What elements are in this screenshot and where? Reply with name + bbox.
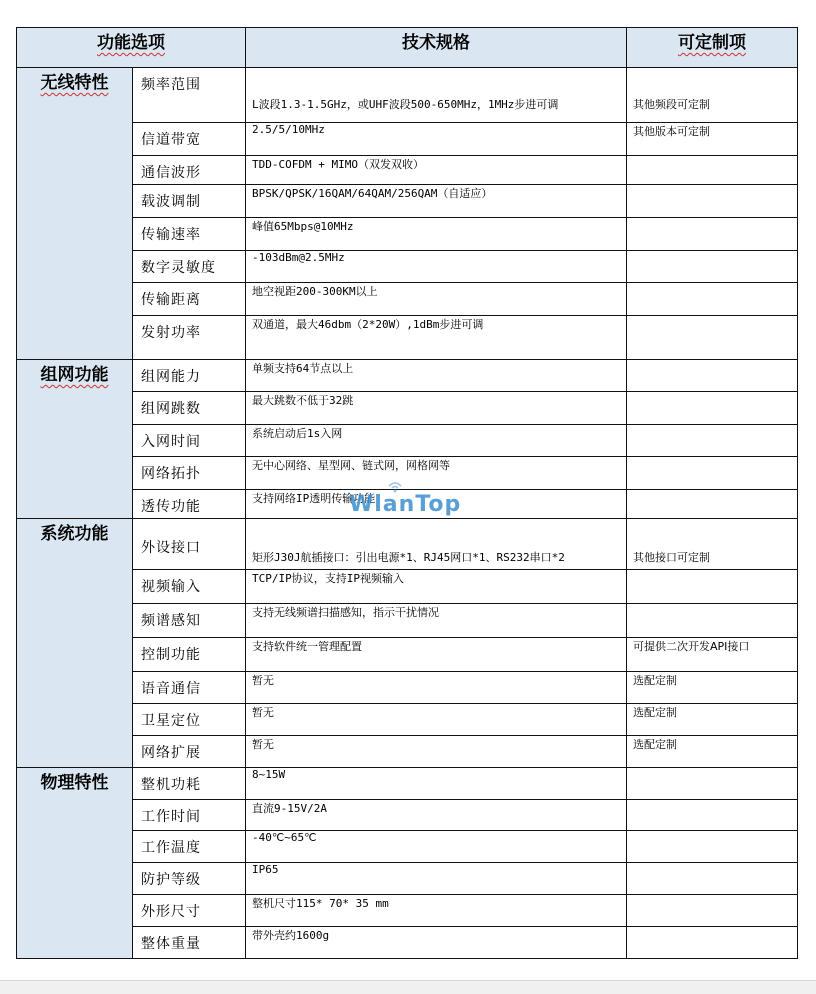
spec-cell: -40℃~65℃ bbox=[246, 831, 627, 863]
spec-cell: 2.5/5/10MHz bbox=[246, 123, 627, 156]
custom-cell: 其他接口可定制 bbox=[627, 519, 798, 570]
feature-cell: 外形尺寸 bbox=[133, 895, 246, 927]
custom-cell bbox=[627, 251, 798, 283]
spec-cell: IP65 bbox=[246, 863, 627, 895]
table-row bbox=[17, 704, 798, 736]
feature-cell: 信道带宽 bbox=[133, 123, 246, 156]
feature-cell: 防护等级 bbox=[133, 863, 246, 895]
bottom-scroll-area bbox=[0, 980, 816, 994]
feature-cell: 入网时间 bbox=[133, 425, 246, 457]
spec-cell: 双通道，最大46dbm（2*20W）,1dBm步进可调 bbox=[246, 316, 627, 360]
spec-table bbox=[16, 27, 798, 959]
custom-cell bbox=[627, 185, 798, 218]
feature-cell: 组网跳数 bbox=[133, 392, 246, 425]
table-row bbox=[17, 360, 798, 392]
spec-cell: 暂无 bbox=[246, 672, 627, 704]
custom-cell: 其他频段可定制 bbox=[627, 68, 798, 123]
custom-cell: 其他版本可定制 bbox=[627, 123, 798, 156]
table-row bbox=[17, 519, 798, 570]
table-row bbox=[17, 490, 798, 519]
category-system: 系统功能 bbox=[17, 519, 133, 768]
feature-cell: 卫星定位 bbox=[133, 704, 246, 736]
spec-cell: 无中心网络、星型网、链式网，网格网等 bbox=[246, 457, 627, 490]
table-row bbox=[17, 570, 798, 604]
custom-cell bbox=[627, 156, 798, 185]
custom-cell: 可提供二次开发API接口 bbox=[627, 638, 798, 672]
custom-cell bbox=[627, 218, 798, 251]
custom-cell bbox=[627, 768, 798, 800]
custom-cell bbox=[627, 570, 798, 604]
feature-cell: 频谱感知 bbox=[133, 604, 246, 638]
feature-cell: 载波调制 bbox=[133, 185, 246, 218]
table-row bbox=[17, 604, 798, 638]
spec-cell: 8~15W bbox=[246, 768, 627, 800]
table-row bbox=[17, 736, 798, 768]
table-row bbox=[17, 800, 798, 831]
custom-cell bbox=[627, 895, 798, 927]
spec-cell: 单频支持64节点以上 bbox=[246, 360, 627, 392]
feature-cell: 整体重量 bbox=[133, 927, 246, 959]
table-row bbox=[17, 831, 798, 863]
table-row bbox=[17, 895, 798, 927]
spec-cell: 系统启动后1s入网 bbox=[246, 425, 627, 457]
custom-cell: 选配定制 bbox=[627, 736, 798, 768]
feature-cell: 频率范围 bbox=[133, 68, 246, 123]
feature-cell: 控制功能 bbox=[133, 638, 246, 672]
feature-cell: 传输距离 bbox=[133, 283, 246, 316]
feature-cell: 透传功能 bbox=[133, 490, 246, 519]
table-row bbox=[17, 392, 798, 425]
custom-cell bbox=[627, 316, 798, 360]
feature-cell: 发射功率 bbox=[133, 316, 246, 360]
custom-cell bbox=[627, 604, 798, 638]
table-header-row bbox=[17, 28, 798, 68]
table-row bbox=[17, 863, 798, 895]
table-row bbox=[17, 123, 798, 156]
custom-cell bbox=[627, 831, 798, 863]
table-row bbox=[17, 316, 798, 360]
table-row bbox=[17, 185, 798, 218]
custom-cell bbox=[627, 360, 798, 392]
spec-cell: TDD-COFDM + MIMO（双发双收） bbox=[246, 156, 627, 185]
custom-cell bbox=[627, 490, 798, 519]
spec-cell: 暂无 bbox=[246, 736, 627, 768]
feature-cell: 传输速率 bbox=[133, 218, 246, 251]
feature-cell: 通信波形 bbox=[133, 156, 246, 185]
category-wireless: 无线特性 bbox=[17, 68, 133, 360]
feature-cell: 视频输入 bbox=[133, 570, 246, 604]
header-customizable: 可定制项 bbox=[627, 28, 798, 68]
spec-cell: 支持软件统一管理配置 bbox=[246, 638, 627, 672]
spec-cell: -103dBm@2.5MHz bbox=[246, 251, 627, 283]
table-row bbox=[17, 283, 798, 316]
spec-cell: 支持无线频谱扫描感知，指示干扰情况 bbox=[246, 604, 627, 638]
table-row bbox=[17, 638, 798, 672]
spec-cell: 支持网络IP透明传输功能 bbox=[246, 490, 627, 519]
feature-cell: 整机功耗 bbox=[133, 768, 246, 800]
feature-cell: 语音通信 bbox=[133, 672, 246, 704]
spec-cell: 直流9-15V/2A bbox=[246, 800, 627, 831]
custom-cell bbox=[627, 800, 798, 831]
spec-cell: 矩形J30J航插接口：引出电源*1、RJ45网口*1、RS232串口*2 bbox=[246, 519, 627, 570]
header-feature-option: 功能选项 bbox=[17, 28, 246, 68]
custom-cell bbox=[627, 283, 798, 316]
custom-cell: 选配定制 bbox=[627, 704, 798, 736]
feature-cell: 网络拓扑 bbox=[133, 457, 246, 490]
feature-cell: 工作时间 bbox=[133, 800, 246, 831]
feature-cell: 数字灵敏度 bbox=[133, 251, 246, 283]
custom-cell bbox=[627, 425, 798, 457]
category-physical: 物理特性 bbox=[17, 768, 133, 959]
header-tech-spec: 技术规格 bbox=[246, 28, 627, 68]
custom-cell bbox=[627, 863, 798, 895]
feature-cell: 外设接口 bbox=[133, 519, 246, 570]
table-row bbox=[17, 768, 798, 800]
spec-cell: 暂无 bbox=[246, 704, 627, 736]
table-row bbox=[17, 672, 798, 704]
table-row bbox=[17, 68, 798, 123]
spec-cell: 带外壳约1600g bbox=[246, 927, 627, 959]
table-row bbox=[17, 457, 798, 490]
spec-cell: 地空视距200-300KM以上 bbox=[246, 283, 627, 316]
custom-cell: 选配定制 bbox=[627, 672, 798, 704]
custom-cell bbox=[627, 457, 798, 490]
watermark-text: WlanTop bbox=[349, 492, 462, 517]
category-networking: 组网功能 bbox=[17, 360, 133, 519]
custom-cell bbox=[627, 927, 798, 959]
spec-cell: 峰值65Mbps@10MHz bbox=[246, 218, 627, 251]
spec-cell: TCP/IP协议，支持IP视频输入 bbox=[246, 570, 627, 604]
table-row bbox=[17, 156, 798, 185]
table-row bbox=[17, 218, 798, 251]
spec-cell: 整机尺寸115* 70* 35 mm bbox=[246, 895, 627, 927]
feature-cell: 组网能力 bbox=[133, 360, 246, 392]
table-row bbox=[17, 927, 798, 959]
custom-cell bbox=[627, 392, 798, 425]
spec-cell: 最大跳数不低于32跳 bbox=[246, 392, 627, 425]
feature-cell: 工作温度 bbox=[133, 831, 246, 863]
spec-cell: L波段1.3-1.5GHz，或UHF波段500-650MHz，1MHz步进可调 bbox=[246, 68, 627, 123]
feature-cell: 网络扩展 bbox=[133, 736, 246, 768]
spec-cell: BPSK/QPSK/16QAM/64QAM/256QAM（自适应） bbox=[246, 185, 627, 218]
table-row bbox=[17, 251, 798, 283]
table-row bbox=[17, 425, 798, 457]
